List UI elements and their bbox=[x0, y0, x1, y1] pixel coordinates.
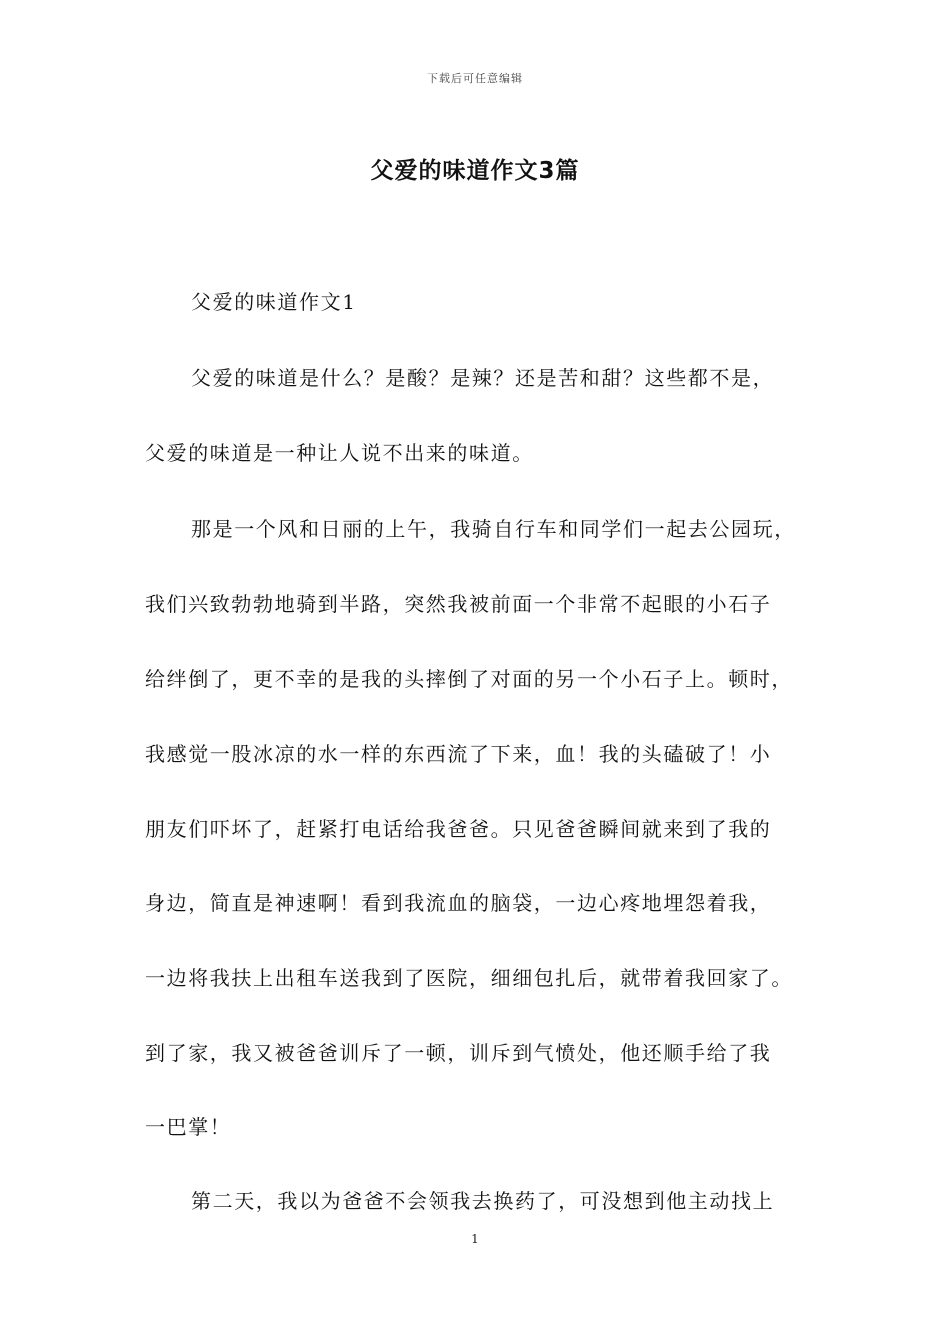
paragraph-line: 一边将我扶上出租车送我到了医院，细细包扎后，就带着我回家了。 bbox=[145, 966, 793, 990]
paragraph-line: 身边，简直是神速啊！看到我流血的脑袋，一边心疼地埋怨着我， bbox=[145, 891, 772, 915]
paragraph-line: 我感觉一股冰凉的水一样的东西流了下来，血！我的头磕破了！小 bbox=[145, 742, 772, 766]
paragraph-line: 父爱的味道是什么？是酸？是辣？还是苦和甜？这些都不是， bbox=[191, 366, 775, 390]
section-heading: 父爱的味道作文1 bbox=[191, 290, 357, 314]
paragraph-line: 到了家，我又被爸爸训斥了一顿，训斥到气愤处，他还顺手给了我 bbox=[145, 1041, 772, 1065]
paragraph-line: 我们兴致勃勃地骑到半路，突然我被前面一个非常不起眼的小石子 bbox=[145, 592, 772, 616]
paragraph-line: 那是一个风和日丽的上午，我骑自行车和同学们一起去公园玩， bbox=[191, 517, 796, 541]
document-title: 父爱的味道作文3篇 bbox=[370, 158, 580, 184]
page-number: 1 bbox=[471, 1232, 479, 1246]
paragraph-line: 给绊倒了，更不幸的是我的头摔倒了对面的另一个小石子上。顿时， bbox=[145, 667, 793, 691]
paragraph-line: 一巴掌！ bbox=[145, 1115, 232, 1139]
paragraph-line: 第二天，我以为爸爸不会领我去换药了，可没想到他主动找上 bbox=[191, 1189, 775, 1213]
paragraph-line: 父爱的味道是一种让人说不出来的味道。 bbox=[145, 441, 534, 465]
paragraph-line: 朋友们吓坏了，赶紧打电话给我爸爸。只见爸爸瞬间就来到了我的 bbox=[145, 817, 772, 841]
header-note: 下载后可任意编辑 bbox=[427, 72, 523, 85]
